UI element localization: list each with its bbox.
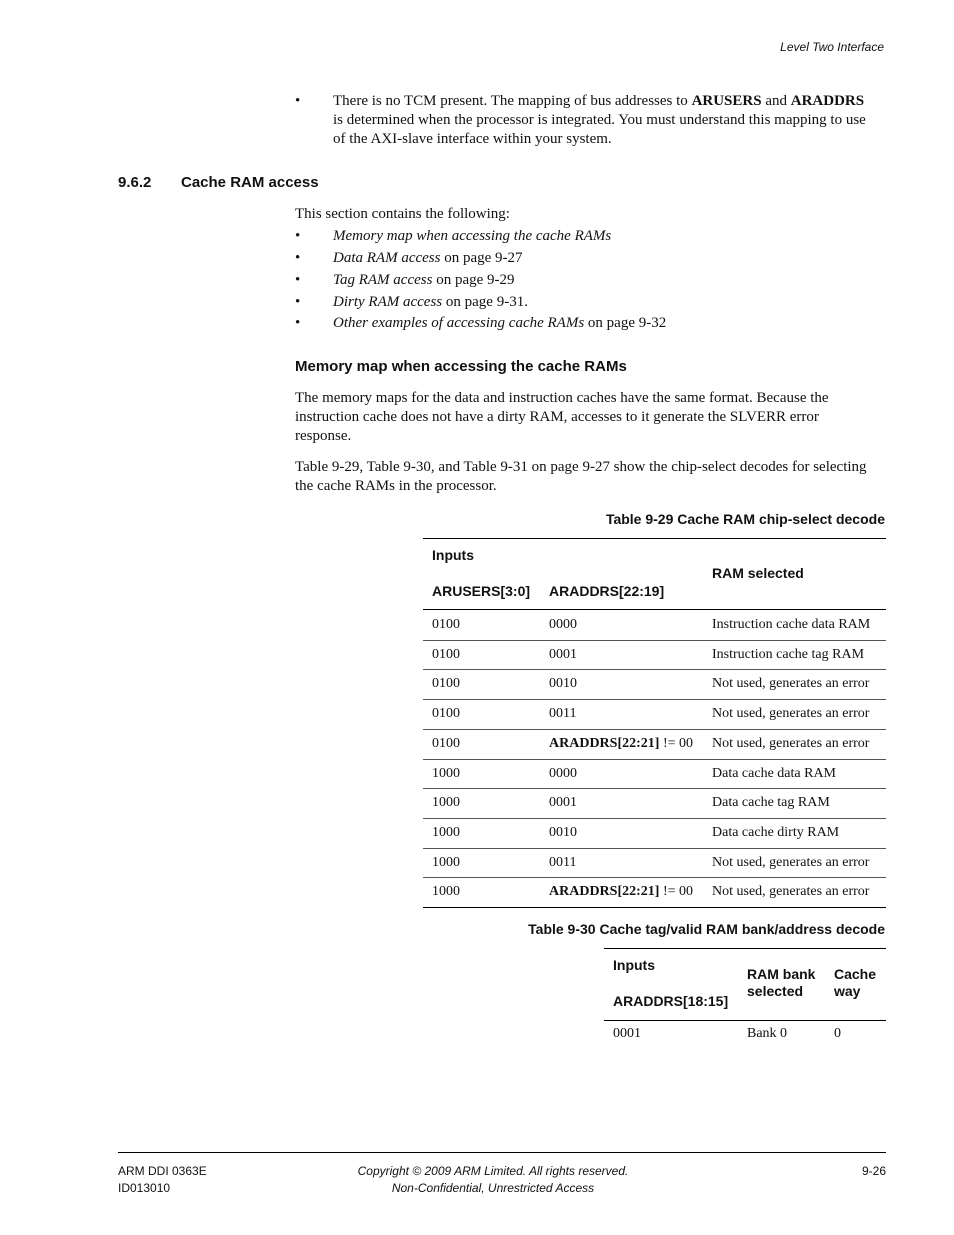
- cell-arusers: 0100: [432, 706, 460, 722]
- cell-arusers: 1000: [432, 854, 460, 870]
- footer-issue-id: ID013010: [118, 1181, 171, 1195]
- row-separator: [423, 669, 886, 670]
- cell-araddrs: ARADDRS[22:21] != 00: [549, 884, 693, 900]
- arusers-term: ARUSERS: [691, 93, 762, 109]
- table-top-rule: [423, 538, 886, 539]
- footer-page-number: 9-26: [861, 1164, 886, 1178]
- row-separator: [423, 699, 886, 700]
- footer-access: Non-Confidential, Unrestricted Access: [391, 1181, 595, 1195]
- column-header-cache-way: Cache way: [834, 966, 877, 999]
- cell-arusers: 1000: [432, 824, 460, 840]
- cell-bank: Bank 0: [747, 1026, 788, 1041]
- row-separator: [423, 640, 886, 641]
- section-number: 9.6.2: [118, 174, 152, 191]
- cell-arusers: 0100: [432, 676, 460, 692]
- cell-way: 0: [834, 1026, 841, 1041]
- contents-link[interactable]: Tag RAM access: [333, 272, 433, 288]
- contents-link[interactable]: Dirty RAM access: [333, 294, 443, 310]
- cell-ram-selected: Not used, generates an error: [712, 884, 870, 900]
- cell-araddrs: 0001: [549, 795, 577, 811]
- column-header-arusers: ARUSERS[3:0]: [432, 583, 531, 599]
- bullet-dot: •: [295, 228, 301, 244]
- intro-bullet-text: There is no TCM present. The mapping of bus addresses to ARUSERS and ARADDRS is determined when the processor is integrated. You must understand this mapping to use of the AXI-slave interface within your system.: [333, 93, 866, 147]
- cell-araddrs: 0011: [549, 706, 577, 722]
- cell-ram-selected: Not used, generates an error: [712, 706, 870, 722]
- bullet-dot: •: [295, 315, 301, 331]
- column-header-araddrs: ARADDRS[22:19]: [549, 583, 665, 599]
- table-header-rule: [423, 609, 886, 610]
- running-header: Level Two Interface: [780, 40, 884, 54]
- inputs-group-header: Inputs: [613, 957, 655, 973]
- bullet-dot: •: [295, 93, 301, 109]
- table-9-29-caption: Table 9-29 Cache RAM chip-select decode: [605, 511, 885, 527]
- bullet-dot: •: [295, 272, 301, 288]
- araddrs-field-term: ARADDRS[22:21]: [549, 735, 660, 751]
- cell-araddrs: 0000: [549, 617, 577, 632]
- contents-lead: This section contains the following:: [295, 206, 510, 222]
- cell-araddrs: ARADDRS[22:21] != 00: [549, 735, 693, 751]
- contents-link[interactable]: Other examples of accessing cache RAMs: [333, 315, 585, 331]
- bullet-dot: •: [295, 294, 301, 310]
- cell-ram-selected: Not used, generates an error: [712, 735, 870, 751]
- cell-arusers: 0100: [432, 646, 460, 662]
- row-separator: [423, 818, 886, 819]
- subsection-title: Memory map when accessing the cache RAMs: [295, 358, 627, 375]
- footer-rule: [118, 1152, 886, 1153]
- column-header-ram-selected: RAM selected: [712, 565, 804, 581]
- cell-araddrs: 0011: [549, 854, 577, 870]
- row-separator: [423, 848, 886, 849]
- cell-ram-selected: Instruction cache tag RAM: [712, 646, 865, 662]
- contents-link[interactable]: Memory map when accessing the cache RAMs: [333, 228, 612, 244]
- table-header-rule: [604, 1020, 886, 1021]
- footer-doc-id: ARM DDI 0363E: [118, 1164, 207, 1178]
- cell-arusers: 0100: [432, 735, 460, 751]
- cell-arusers: 1000: [432, 795, 460, 811]
- section-title: Cache RAM access: [181, 174, 319, 191]
- cell-araddrs: 0001: [549, 646, 577, 662]
- inputs-group-header: Inputs: [432, 547, 474, 563]
- araddrs-term: ARADDRS: [790, 93, 865, 109]
- table-bottom-rule: [423, 907, 886, 908]
- cell-arusers: 1000: [432, 884, 460, 900]
- row-separator: [423, 877, 886, 878]
- cell-araddrs: 0010: [549, 824, 577, 840]
- cell-arusers: 0100: [432, 617, 460, 632]
- cell-ram-selected: Data cache dirty RAM: [712, 824, 840, 840]
- cell-ram-selected: Data cache tag RAM: [712, 795, 830, 811]
- table-9-30-caption: Table 9-30 Cache tag/valid RAM bank/address decode: [528, 921, 885, 937]
- row-separator: [423, 729, 886, 730]
- footer-copyright: Copyright © 2009 ARM Limited. All rights reserved.: [357, 1164, 629, 1178]
- intro-bullet: [295, 92, 885, 152]
- cell-araddrs: 0010: [549, 676, 577, 692]
- column-header-ram-bank: RAM bank selected: [747, 966, 816, 999]
- bullet-dot: •: [295, 250, 301, 266]
- contents-link[interactable]: Data RAM access: [333, 250, 441, 266]
- cell-araddrs: 0000: [549, 765, 577, 781]
- paragraph-table-refs: Table 9-29, Table 9-30, and Table 9-31 on page 9-27 show the chip-select decodes for selecting the cache RAMs in the processor.: [295, 459, 867, 494]
- cell-arusers: 1000: [432, 765, 460, 781]
- paragraph-memory-maps: The memory maps for the data and instruction caches have the same format. Because the instruction cache does not have a dirty RAM, accesses to it generate the SLVERR error response.: [295, 390, 829, 444]
- row-separator: [423, 759, 886, 760]
- column-header-araddrs: ARADDRS[18:15]: [613, 993, 729, 1009]
- cell-ram-selected: Not used, generates an error: [712, 676, 870, 692]
- cell-ram-selected: Instruction cache data RAM: [712, 617, 871, 632]
- cell-araddrs: 0001: [613, 1026, 641, 1041]
- cell-ram-selected: Not used, generates an error: [712, 854, 870, 870]
- row-separator: [423, 788, 886, 789]
- araddrs-field-term: ARADDRS[22:21]: [549, 884, 660, 900]
- cell-ram-selected: Data cache data RAM: [712, 765, 836, 781]
- table-top-rule: [604, 948, 886, 949]
